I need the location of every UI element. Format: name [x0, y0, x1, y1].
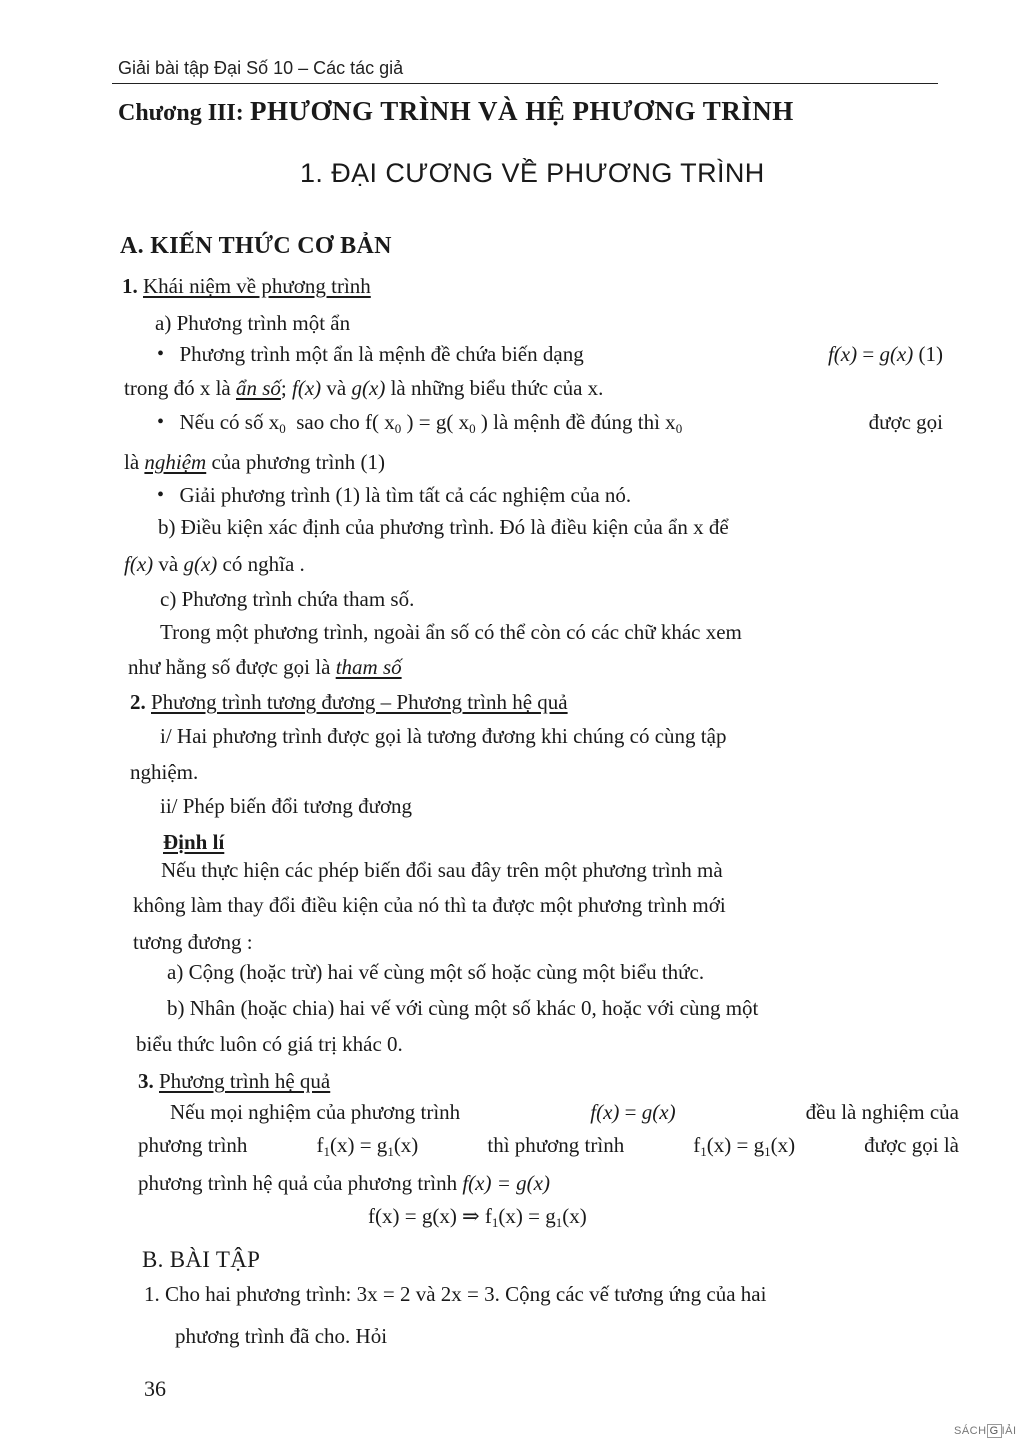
s2-i-line-2: nghiệm.: [130, 760, 199, 784]
subscript: 1: [387, 1144, 394, 1159]
bullet-1-text: [157, 340, 584, 368]
text-segment: đều là nghiệm của: [805, 1100, 959, 1124]
text-segment: (x) = g: [329, 1133, 388, 1157]
text-segment: phương trình: [138, 1133, 248, 1157]
text-segment: (x): [393, 1133, 419, 1157]
text-segment: và: [326, 376, 347, 400]
chapter-name: PHƯƠNG TRÌNH VÀ HỆ PHƯƠNG TRÌNH: [249, 96, 794, 126]
formula-fx: f(x): [827, 342, 858, 366]
text-segment: Nếu có số x: [179, 410, 280, 434]
bullet-3-text: Giải phương trình (1) là tìm tất cả các nghiệm của nó.: [179, 483, 632, 507]
subsection-1-heading: [122, 272, 371, 300]
subscript: 1: [555, 1215, 563, 1230]
subsection-3-heading: [138, 1067, 330, 1095]
running-head: Giải bài tập Đại Số 10 – Các tác giả: [118, 58, 404, 78]
bullet-1-line-1: [157, 340, 943, 368]
subsection-2-title: Phương trình tương đương – Phương trình hệ quả: [151, 690, 568, 714]
item-b-line-1: [158, 513, 944, 541]
bullet-1-line-2: [124, 374, 603, 402]
subscript: 0: [469, 421, 476, 436]
text-segment: ) là mệnh đề đúng thì x: [480, 410, 676, 434]
section-title: 1. ĐẠI CƯƠNG VỀ PHƯƠNG TRÌNH: [300, 158, 765, 188]
s2-i-line-1: i/ Hai phương trình được gọi là tương đương khi chúng có cùng tập: [160, 724, 727, 748]
subsection-3-number: 3.: [138, 1069, 154, 1093]
text-segment: (x) = g: [706, 1133, 765, 1157]
text-segment: Nếu mọi nghiệm của phương trình: [170, 1100, 461, 1124]
rule-a-line: a) Cộng (hoặc trừ) hai vế cùng một số hoặc cùng một biểu thức.: [167, 960, 705, 984]
term-nghiem: nghiệm: [144, 450, 207, 474]
bullet-2-line-1: [157, 408, 943, 443]
exercise-1-text: Cho hai phương trình: 3x = 2 và 2x = 3. Cộng các vế tương ứng của hai: [165, 1282, 767, 1306]
item-c-line-2: [128, 653, 402, 681]
formula-fx: f(x): [292, 376, 322, 400]
text-segment: (x): [770, 1133, 796, 1157]
item-c-line-1: Trong một phương trình, ngoài ẩn số có thể còn có các chữ khác xem: [160, 620, 742, 644]
text-segment: trong đó x là: [124, 376, 231, 400]
text-segment: được gọi là: [864, 1133, 959, 1157]
brand-text: IẢI: [1001, 1425, 1017, 1437]
header-rule: [112, 83, 938, 84]
term-tham-so: tham số: [335, 655, 402, 679]
formula-eq: =: [624, 1100, 637, 1124]
formula-f1-g1: [693, 1131, 795, 1166]
s3-line-2: [138, 1131, 959, 1166]
subsection-2-number: 2.: [130, 690, 146, 714]
formula-gx: g(x): [351, 376, 386, 400]
item-c-line: c) Phương trình chứa tham số.: [160, 587, 415, 611]
bullet-icon: [157, 481, 169, 493]
part-a-heading: A. KIẾN THỨC CƠ BẢN: [120, 233, 392, 259]
formula-gx: g(x): [879, 342, 914, 366]
subsection-1-number: 1.: [122, 274, 138, 298]
brand-text: SÁCH: [954, 1425, 987, 1437]
subsection-2-heading: [130, 688, 568, 716]
implication-formula: [368, 1202, 587, 1237]
text-segment: của phương trình (1): [211, 450, 386, 474]
formula-eq: =: [862, 342, 875, 366]
subscript: 0: [675, 421, 683, 436]
text-segment: ;: [280, 376, 287, 400]
formula-fx: f(x): [590, 1100, 620, 1124]
page-number: 36: [144, 1376, 166, 1401]
theorem-line-3: tương đương :: [133, 930, 253, 954]
bullet-2-text: [157, 408, 682, 443]
exercise-1-line-2: phương trình đã cho. Hỏi: [175, 1324, 388, 1348]
subscript: 1: [764, 1144, 771, 1159]
s3-line-1: [170, 1098, 959, 1126]
theorem-line-2: không làm thay đổi điều kiện của nó thì ta được một phương trình mới: [133, 893, 726, 917]
brand-box-letter: G: [987, 1424, 1002, 1438]
rule-b-line-2: biểu thức luôn có giá trị khác 0.: [136, 1032, 403, 1056]
theorem-label: Định lí: [163, 830, 225, 854]
part-b-heading: B. BÀI TẬP: [142, 1247, 261, 1272]
s2-ii-line: ii/ Phép biến đổi tương đương: [160, 794, 413, 818]
chapter-prefix: Chương III:: [118, 100, 244, 126]
formula-f1-g1: [316, 1131, 418, 1166]
exercise-1-number: 1.: [144, 1282, 160, 1306]
subscript: 1: [491, 1215, 499, 1230]
item-b-text: b) Điều kiện xác định của phương trình. Đó là điều kiện của ẩn x để: [158, 515, 729, 539]
subscript: 1: [323, 1144, 330, 1159]
text-segment: được gọi: [868, 410, 943, 434]
text-segment: sao cho f( x: [296, 410, 395, 434]
text-segment: là những biểu thức của x.: [390, 376, 604, 400]
bullet-2-line-2: [124, 448, 385, 476]
subscript: 0: [394, 421, 402, 436]
subsection-1-title: Khái niệm về phương trình: [143, 274, 371, 298]
chapter-title: [118, 96, 948, 127]
subsection-3-title: Phương trình hệ quả: [159, 1069, 331, 1093]
text-segment: ) = g( x: [406, 410, 470, 434]
text-segment: là: [124, 450, 140, 474]
text-segment: và: [158, 552, 179, 576]
formula-fx-gx: f(x) = g(x): [462, 1171, 550, 1195]
text-segment: f: [693, 1133, 701, 1157]
bullet-icon: [157, 340, 169, 352]
s3-line-3: [138, 1169, 550, 1197]
s3-formula: [590, 1098, 675, 1126]
exercise-1-line-1: [144, 1280, 766, 1308]
equation-number: (1): [918, 342, 943, 366]
item-a-line: a) Phương trình một ẩn: [155, 311, 351, 335]
bullet-3-line: [157, 481, 631, 509]
brand-logo: [954, 1424, 1017, 1438]
text-segment: như hằng số được gọi là: [128, 655, 331, 679]
text-segment: f: [316, 1133, 324, 1157]
text-segment: f(x) = g(x) ⇒ f: [368, 1204, 492, 1228]
bullet-icon: [157, 408, 169, 420]
subscript: 1: [700, 1144, 707, 1159]
item-b-line-2: [124, 550, 305, 578]
rule-b-line-1: b) Nhân (hoặc chia) hai vế với cùng một số khác 0, hoặc với cùng một: [167, 996, 759, 1020]
bullet-1-formula: [828, 340, 943, 368]
bullet-1-start: Phương trình một ẩn là mệnh đề chứa biến dạng: [179, 342, 584, 366]
formula-gx: g(x): [183, 552, 218, 576]
text-segment: (x) = g: [498, 1204, 556, 1228]
theorem-line-1: Nếu thực hiện các phép biến đổi sau đây trên một phương trình mà: [161, 858, 723, 882]
term-an-so: ẩn số: [235, 376, 281, 400]
text-segment: có nghĩa .: [222, 552, 305, 576]
formula-gx: g(x): [641, 1100, 676, 1124]
text-segment: thì phương trình: [487, 1133, 625, 1157]
text-segment: phương trình hệ quả của phương trình: [138, 1171, 458, 1195]
formula-fx: f(x): [124, 552, 154, 576]
text-segment: (x): [562, 1204, 587, 1228]
subscript: 0: [279, 421, 286, 436]
